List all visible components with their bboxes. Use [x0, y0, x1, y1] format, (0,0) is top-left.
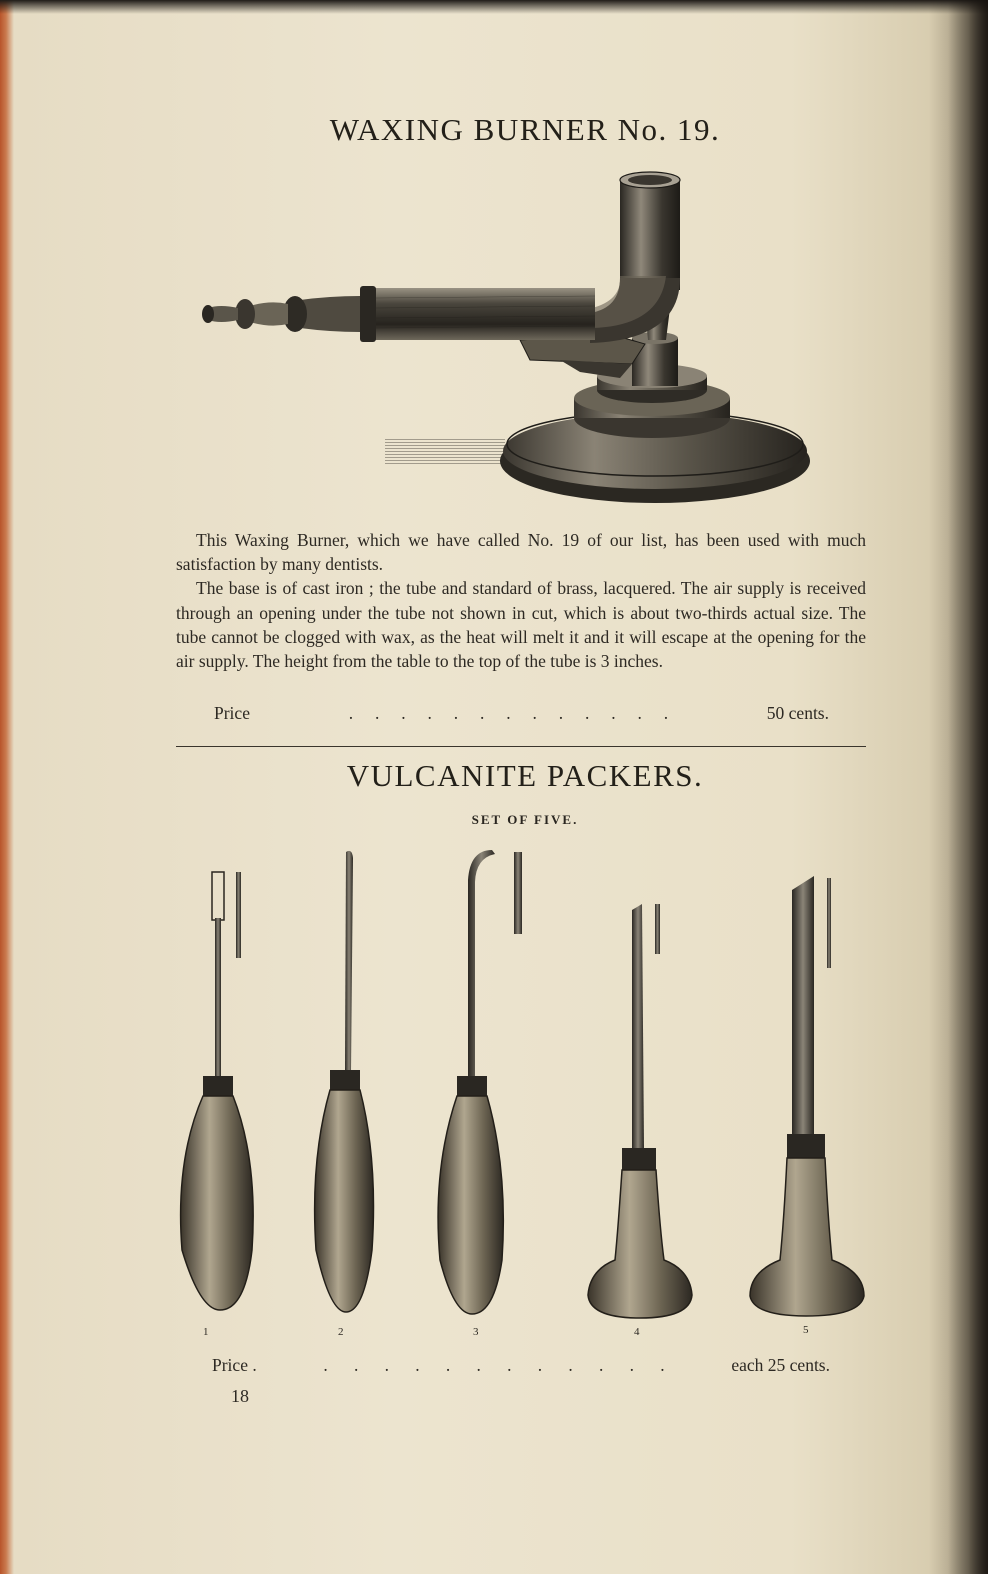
section-divider [176, 746, 866, 747]
description-paragraph: The base is of cast iron ; the tube and standard of brass, lacquered. The air supply is received through an opening under the tube not shown in cut, which is about two-thirds actual size. The tube cannot be clogged with wax, as the heat will melt it and it will escape at the opening for the air supply. The height from the table to the top of the tube is 3 inches. [176, 578, 866, 672]
vulcanite-packers-price-row [212, 1355, 830, 1376]
packer-tool-4 [588, 904, 692, 1318]
section-title-waxing-burner: WAXING BURNER No. 19. [329, 112, 721, 147]
packer-tool-1 [181, 872, 254, 1310]
waxing-burner-illustration [200, 168, 840, 513]
page-edge-shadow [948, 0, 988, 1574]
page-number: 18 [231, 1386, 249, 1406]
leader-dots: . . . . . . . . . . . . . [348, 703, 669, 723]
price-label: Price [214, 703, 250, 723]
tool-number-2: 2 [338, 1326, 344, 1338]
packer-tool-2 [315, 851, 374, 1312]
packer-tool-3 [438, 850, 522, 1314]
tool-number-4: 4 [634, 1326, 640, 1338]
tool-number-5: 5 [803, 1324, 809, 1336]
description-paragraph: This Waxing Burner, which we have called No. 19 of our list, has been used with much satisfaction by many dentists. [176, 530, 866, 575]
price-label: Price . [212, 1355, 257, 1375]
packer-tool-5 [750, 876, 864, 1316]
tool-number-1: 1 [203, 1326, 209, 1338]
section-subtitle: SET OF FIVE. [471, 812, 579, 827]
page-top-shadow [0, 0, 988, 14]
section-title-vulcanite-packers: VULCANITE PACKERS. [346, 758, 704, 793]
vulcanite-packers-illustration [170, 840, 880, 1320]
tool-number-3: 3 [473, 1326, 479, 1338]
waxing-burner-price-row [214, 703, 829, 724]
waxing-burner-description [176, 528, 866, 673]
leader-dots: . . . . . . . . . . . . [323, 1355, 665, 1375]
price-value: each 25 cents. [731, 1355, 830, 1375]
price-value: 50 cents. [766, 703, 829, 723]
